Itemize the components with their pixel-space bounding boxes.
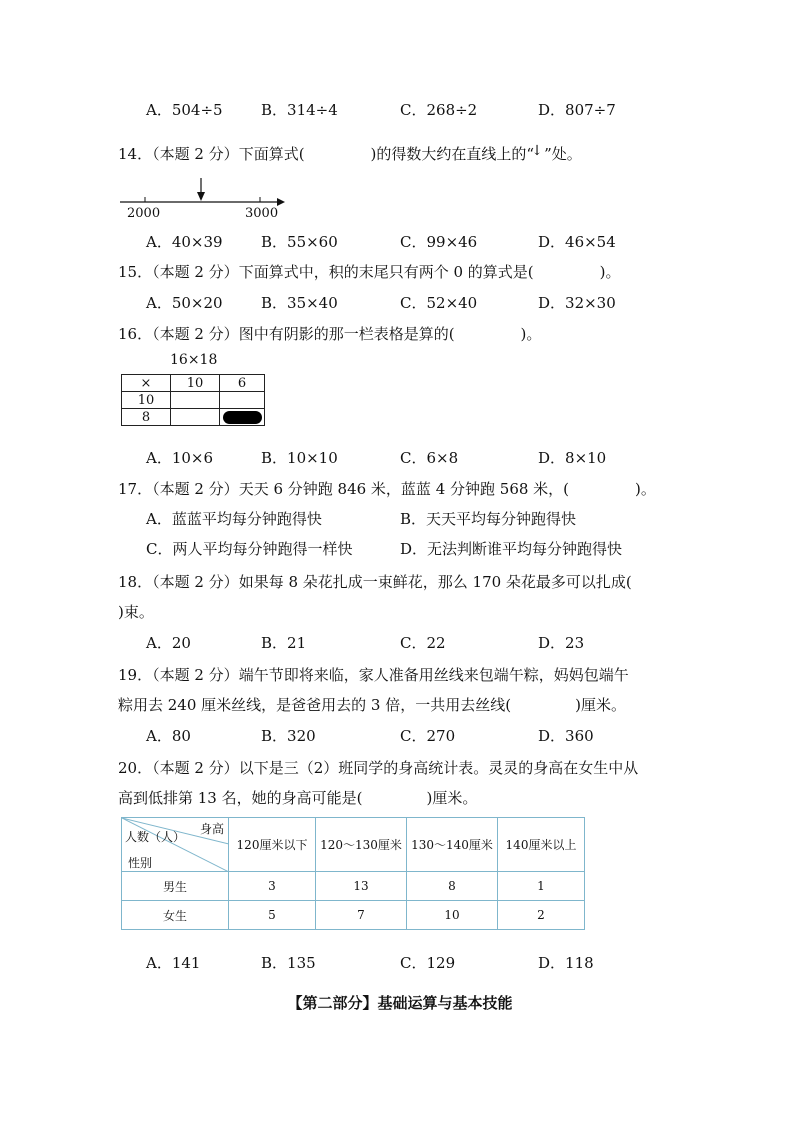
q20-line2-b: )厘米。 bbox=[426, 789, 478, 807]
corner-label-gender: 性别 bbox=[128, 856, 153, 870]
q16-number: 16． bbox=[118, 325, 153, 343]
table-row-label: 男生 bbox=[122, 872, 229, 901]
table-row bbox=[122, 409, 265, 426]
q14-tick-label-3000: 3000 bbox=[245, 206, 279, 221]
q16-text-a: 图中有阴影的那一栏表格是算的( bbox=[238, 325, 455, 343]
down-arrow-head-icon bbox=[197, 192, 205, 201]
q15-option-b[interactable]: B．35×40 bbox=[261, 294, 338, 312]
q15-option-a[interactable]: A．50×20 bbox=[146, 294, 223, 312]
q16-option-b[interactable]: B．10×10 bbox=[261, 449, 338, 467]
q20-question bbox=[118, 757, 638, 778]
table-cell bbox=[171, 409, 220, 426]
table-cell: 1 bbox=[498, 872, 585, 901]
q19-line2-a: 粽用去 240 厘米丝线，是爸爸用去的 3 倍，一共用去丝线( bbox=[118, 696, 512, 714]
q18-question-cont bbox=[118, 601, 154, 622]
q16-option-c[interactable]: C．6×8 bbox=[400, 449, 459, 467]
q15-question bbox=[118, 261, 620, 282]
q18-option-d[interactable]: D．23 bbox=[538, 634, 585, 652]
table-header-cell: 120厘米以下 bbox=[229, 818, 316, 872]
q15-text-b: )。 bbox=[599, 263, 621, 281]
q17-score: （本题 2 分） bbox=[152, 480, 239, 498]
q18-option-b[interactable]: B．21 bbox=[261, 634, 307, 652]
q16-option-a[interactable]: A．10×6 bbox=[146, 449, 214, 467]
q13-option-a[interactable]: A．504÷5 bbox=[146, 101, 223, 119]
q19-option-b[interactable]: B．320 bbox=[261, 727, 316, 745]
q17-option-b[interactable]: B．天天平均每分钟跑得快 bbox=[400, 510, 577, 528]
corner-label-height: 身高 bbox=[199, 822, 224, 836]
q14-score: （本题 2 分） bbox=[152, 145, 239, 163]
q19-option-d[interactable]: D．360 bbox=[538, 727, 594, 745]
q19-question bbox=[118, 664, 629, 685]
q13-option-b[interactable]: B．314÷4 bbox=[261, 101, 338, 119]
q17-option-a[interactable]: A．蓝蓝平均每分钟跑得快 bbox=[146, 510, 322, 528]
q19-option-c[interactable]: C．270 bbox=[400, 727, 456, 745]
q14-text-c: ”处。 bbox=[544, 145, 582, 163]
q19-score: （本题 2 分） bbox=[152, 666, 239, 684]
q18-number: 18． bbox=[118, 573, 153, 591]
q18-question bbox=[118, 571, 632, 592]
corner-label-count: 人数（人） bbox=[125, 830, 186, 844]
table-row-label: 女生 bbox=[122, 901, 229, 930]
q14-tick-label-2000: 2000 bbox=[127, 206, 161, 221]
table-cell: 3 bbox=[229, 872, 316, 901]
number-line-arrowhead bbox=[277, 198, 285, 206]
q19-option-a[interactable]: A．80 bbox=[146, 727, 191, 745]
q17-option-d[interactable]: D．无法判断谁平均每分钟跑得快 bbox=[400, 540, 623, 558]
q16-multiplication-table bbox=[121, 374, 265, 426]
q18-line1: 如果每 8 朵花扎成一束鲜花，那么 170 朵花最多可以扎成( bbox=[238, 573, 632, 591]
q15-option-c[interactable]: C．52×40 bbox=[400, 294, 478, 312]
q20-option-a[interactable]: A．141 bbox=[146, 954, 201, 972]
q16-option-d[interactable]: D．8×10 bbox=[538, 449, 607, 467]
q16-text-b: )。 bbox=[520, 325, 542, 343]
q16-score: （本题 2 分） bbox=[152, 325, 239, 343]
q19-line2-b: )厘米。 bbox=[575, 696, 626, 714]
q14-number: 14． bbox=[118, 145, 153, 163]
q20-option-c[interactable]: C．129 bbox=[400, 954, 456, 972]
q15-option-d[interactable]: D．32×30 bbox=[538, 294, 616, 312]
table-cell: 10 bbox=[407, 901, 498, 930]
table-header-row bbox=[122, 818, 585, 872]
q14-option-d[interactable]: D．46×54 bbox=[538, 233, 616, 251]
table-row bbox=[122, 872, 585, 901]
q19-line1: 端午节即将来临，家人准备用丝线来包端午粽，妈妈包端午 bbox=[238, 666, 629, 684]
q17-number: 17． bbox=[118, 480, 153, 498]
q20-option-b[interactable]: B．135 bbox=[261, 954, 316, 972]
q20-option-d[interactable]: D．118 bbox=[538, 954, 594, 972]
table-header-cell: 120～130厘米 bbox=[316, 818, 407, 872]
q17-question bbox=[118, 478, 656, 499]
table-cell: 6 bbox=[220, 375, 265, 392]
q15-number: 15． bbox=[118, 263, 153, 281]
table-cell bbox=[220, 392, 265, 409]
q15-score: （本题 2 分） bbox=[152, 263, 239, 281]
table-header-cell: 140厘米以上 bbox=[498, 818, 585, 872]
q14-text-a: 下面算式( bbox=[238, 145, 305, 163]
table-cell bbox=[171, 392, 220, 409]
q14-inline-arrow: ↓ bbox=[531, 143, 543, 159]
q14-text-b: )的得数大约在直线上的“ bbox=[370, 145, 535, 163]
q20-line1: 以下是三（2）班同学的身高统计表。灵灵的身高在女生中从 bbox=[238, 759, 639, 777]
q17-option-c[interactable]: C．两人平均每分钟跑得一样快 bbox=[146, 540, 353, 558]
q17-text-b: )。 bbox=[635, 480, 656, 498]
table-cell: 10 bbox=[171, 375, 220, 392]
q17-text-a: 天天 6 分钟跑 846 米，蓝蓝 4 分钟跑 568 米，( bbox=[238, 480, 570, 498]
table-row bbox=[122, 392, 265, 409]
q20-score: （本题 2 分） bbox=[152, 759, 239, 777]
table-cell: 2 bbox=[498, 901, 585, 930]
q13-option-d[interactable]: D．807÷7 bbox=[538, 101, 616, 119]
q15-text-a: 下面算式中，积的末尾只有两个 0 的算式是( bbox=[238, 263, 534, 281]
table-cell: 7 bbox=[316, 901, 407, 930]
q19-question-cont bbox=[118, 694, 626, 715]
table-cell: 8 bbox=[407, 872, 498, 901]
q16-table-title: 16×18 bbox=[170, 352, 218, 368]
table-row bbox=[122, 375, 265, 392]
q18-line2: )束。 bbox=[118, 603, 154, 621]
q14-option-a[interactable]: A．40×39 bbox=[146, 233, 223, 251]
q16-question bbox=[118, 323, 541, 344]
q14-option-b[interactable]: B．55×60 bbox=[261, 233, 338, 251]
q20-height-table bbox=[121, 817, 585, 930]
q14-option-c[interactable]: C．99×46 bbox=[400, 233, 478, 251]
section-title: 【第二部分】基础运算与基本技能 bbox=[287, 994, 513, 1012]
table-cell: 13 bbox=[316, 872, 407, 901]
table-corner-cell bbox=[122, 818, 229, 872]
q14-question bbox=[118, 143, 582, 164]
q13-option-c[interactable]: C．268÷2 bbox=[400, 101, 478, 119]
table-cell: 8 bbox=[122, 409, 171, 426]
shaded-blob bbox=[223, 411, 262, 424]
table-cell: 5 bbox=[229, 901, 316, 930]
table-row bbox=[122, 901, 585, 930]
table-header-cell: 130～140厘米 bbox=[407, 818, 498, 872]
table-cell: 10 bbox=[122, 392, 171, 409]
q18-option-a[interactable]: A．20 bbox=[146, 634, 191, 652]
table-cell: × bbox=[122, 375, 171, 392]
shaded-cell bbox=[220, 409, 265, 426]
q18-option-c[interactable]: C．22 bbox=[400, 634, 446, 652]
q18-score: （本题 2 分） bbox=[152, 573, 239, 591]
q19-number: 19． bbox=[118, 666, 153, 684]
q20-number: 20． bbox=[118, 759, 153, 777]
q20-question-cont bbox=[118, 787, 477, 808]
q20-line2-a: 高到低排第 13 名，她的身高可能是( bbox=[118, 789, 363, 807]
